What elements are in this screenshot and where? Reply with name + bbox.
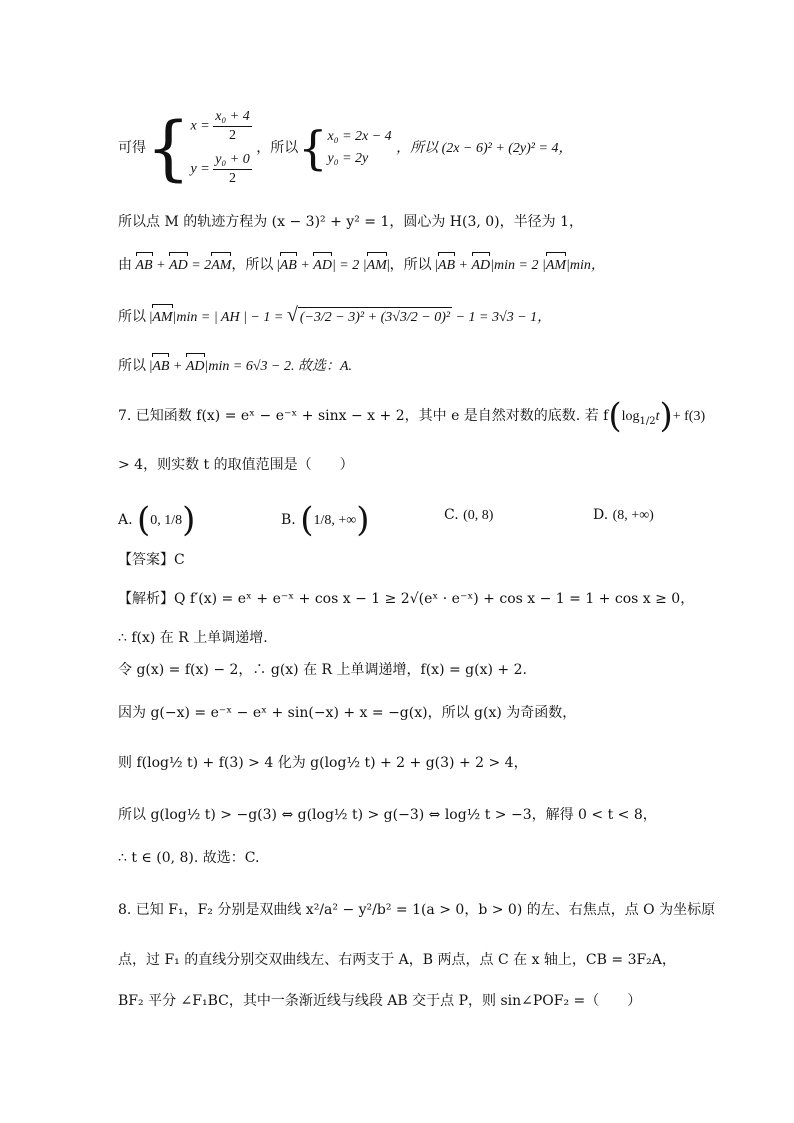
question-8-line-1: 8. 已知 F₁，F₂ 分别是双曲线 x²/a² − y²/b² = 1(a > 0，b > 0) 的左、右焦点，点 O 为坐标原 [118, 902, 716, 918]
option-d[interactable]: D. (8, +∞) [593, 507, 654, 523]
circle-equation-text: ，所以 (2x − 6)² + (2y)² = 4， [396, 141, 573, 156]
equation-system-2: x₀ = 2x − 4 y₀ = 2y [327, 129, 392, 166]
derivation-line-1: 可得{ x = $\frac{\text{x₀ + 4}}{2}$ y = $\frac{\text{y₀ + 0}}{2}$ ，所以{ x₀ = 2x − 4 y₀ = 2y ，所以 (2x − 6)² + (2y)² = 4， [118, 107, 573, 189]
analysis-line-7: ∴ t ∈ (0, 8). 故选：C. [118, 850, 260, 866]
analysis-line-1: 【解析】Q f′(x) = eˣ + e⁻ˣ + cos x − 1 ≥ 2√(eˣ · e⁻ˣ) + cos x − 1 = 1 + cos x ≥ 0， [118, 591, 695, 607]
text-prefix: 可得 [118, 140, 146, 156]
derivation-line-3: 由 AB + AD = 2AM，所以 |AB + AD| = 2 |AM|，所以 |AB + AD|min = 2 |AM|min， [118, 256, 605, 276]
analysis-line-2: ∴ f(x) 在 R 上单调递增. [118, 630, 268, 646]
text-so: ，所以 [256, 140, 299, 156]
option-b[interactable]: B. (1/8, +∞) [281, 500, 370, 540]
equation-system-1: x = $\frac{\text{x₀ + 4}}{2}$ y = $\frac{\text{y₀ + 0}}{2}$ [190, 109, 250, 186]
analysis-line-3: 令 g(x) = f(x) − 2，∴ g(x) 在 R 上单调递增，f(x) = g(x) + 2. [118, 662, 527, 678]
answer-label: 【答案】C [118, 552, 185, 568]
analysis-line-5: 则 f(log½ t) + f(3) > 4 化为 g(log½ t) + 2 + g(3) + 2 > 4， [118, 755, 528, 771]
question-8-line-3: BF₂ 平分 ∠F₁BC，其中一条渐近线与线段 AB 交于点 P，则 sin∠POF₂ =（ ） [118, 993, 642, 1009]
derivation-line-5: 所以 |AB + AD|min = 6√3 − 2. 故选：A. [118, 357, 352, 377]
derivation-line-2: 所以点 M 的轨迹方程为 (x − 3)² + y² = 1，圆心为 H(3, 0)，半径为 1， [118, 214, 583, 230]
option-a[interactable]: A. (0, 1/8) [118, 500, 196, 540]
analysis-line-4: 因为 g(−x) = e⁻ˣ − eˣ + sin(−x) + x = −g(x)，所以 g(x) 为奇函数， [118, 705, 577, 721]
question-8-line-2: 点，过 F₁ 的直线分别交双曲线左、右两支于 A，B 两点，点 C 在 x 轴上，CB = 3F₂A， [118, 952, 676, 968]
analysis-line-6: 所以 g(log½ t) > −g(3) ⇔ g(log½ t) > g(−3) ⇔ log½ t > −3，解得 0 < t < 8， [118, 807, 657, 823]
question-7-stem: 7. 已知函数 f(x) = eˣ − e⁻ˣ + sinx − x + 2，其中 e 是自然对数的底数. 若 $f(\log_{1/2}t)+ f(3)$ [118, 396, 706, 436]
question-7-stem-cont: > 4，则实数 t 的取值范围是（ ） [118, 457, 354, 473]
derivation-line-4: 所以 |AM|min = | AH | − 1 = √ (−3/2 − 3)² + (3√3/2 − 0)² − 1 = 3√3 − 1， [118, 304, 552, 326]
option-c[interactable]: C. (0, 8) [444, 507, 494, 523]
